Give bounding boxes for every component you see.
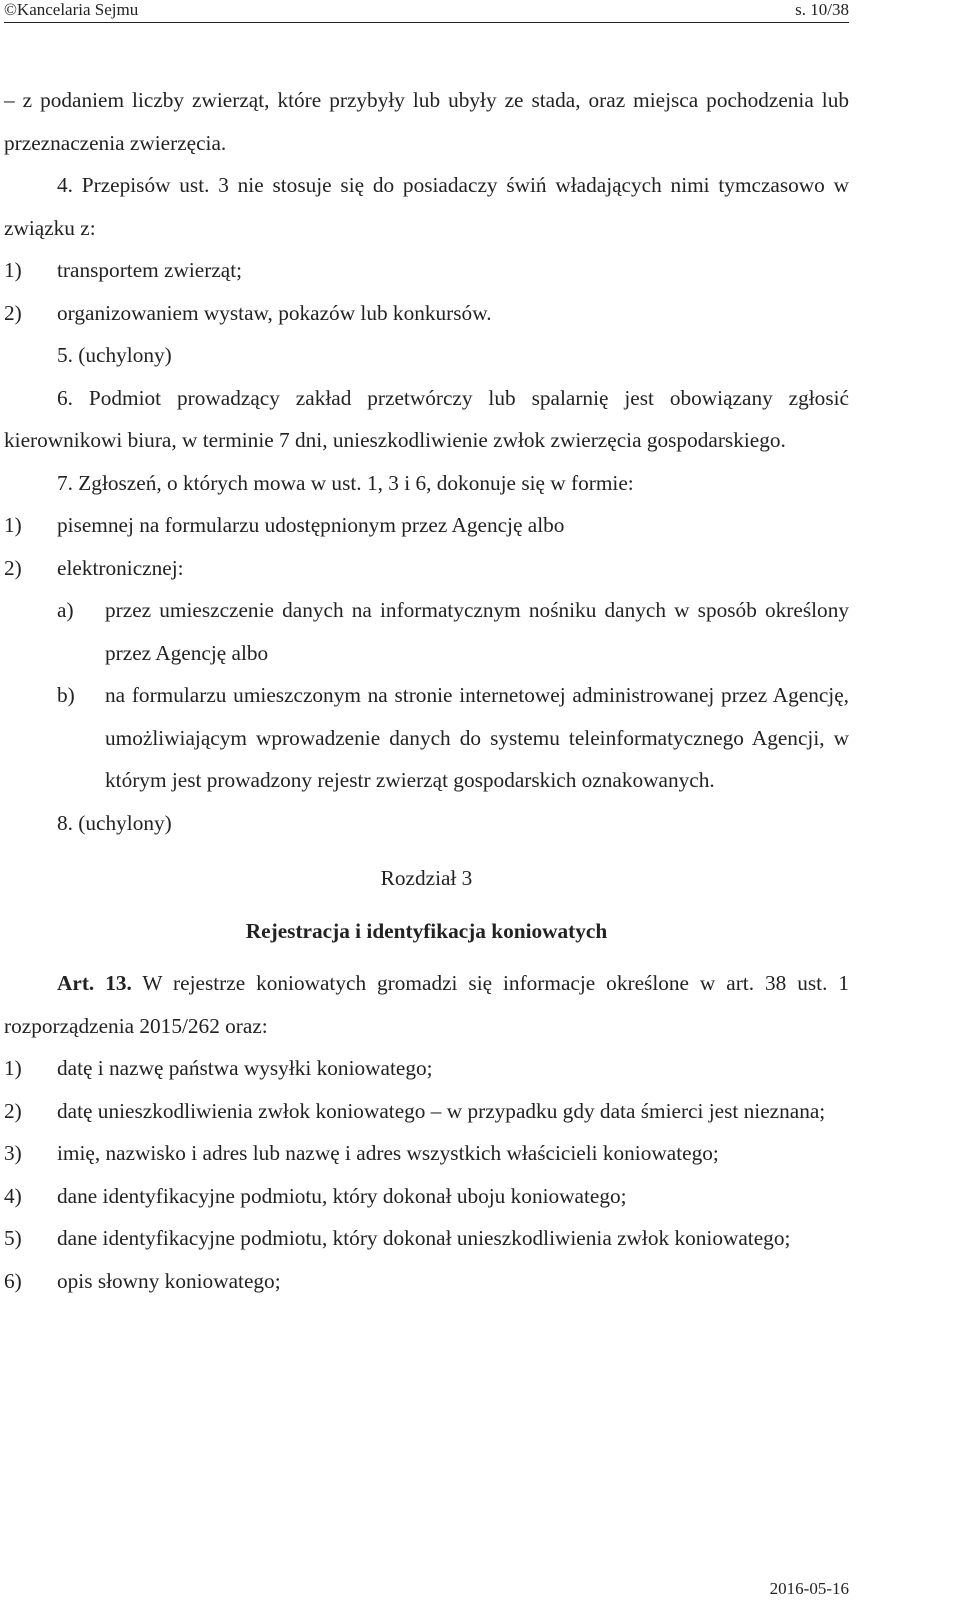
page-number: s. 10/38 — [795, 0, 849, 19]
list-item — [4, 547, 849, 590]
paragraph-7: 7. Zgłoszeń, o których mowa w ust. 1, 3 i 6, dokonuje się w formie: — [57, 470, 634, 495]
list-item — [4, 1047, 849, 1090]
list-item — [4, 1217, 849, 1260]
sub-list-item-text: na formularzu umieszczonym na stronie internetowej administrowanej przez Agencję, umożliwiającym wprowadzenie danych do systemu teleinformatycznego Agencji, w którym jest prowadzony rejestr zwierząt gospodarskich oznakowanych. — [105, 683, 849, 792]
sub-list-item-text: przez umieszczenie danych na informatycznym nośniku danych w sposób określony przez Agencję albo — [105, 598, 849, 665]
paragraph-dash: – z podaniem liczby zwierząt, które przybyły lub ubyły ze stada, oraz miejsca pochodzenia lub przeznaczenia zwierzęcia. — [4, 88, 849, 155]
list-item — [4, 504, 849, 547]
list-item — [4, 1132, 849, 1175]
document-body — [4, 79, 849, 1302]
list-item — [4, 1090, 849, 1133]
list-item-number: 4) — [4, 1183, 22, 1208]
paragraph-4: 4. Przepisów ust. 3 nie stosuje się do posiadaczy świń władających nimi tymczasowo w związku z: — [4, 173, 849, 240]
sub-list-item-letter: b) — [57, 683, 75, 707]
article-13 — [4, 962, 849, 1047]
paragraph-6: 6. Podmiot prowadzący zakład przetwórczy lub spalarnię jest obowiązany zgłosić kierownikowi biura, w terminie 7 dni, unieszkodliwienie zwłok zwierzęcia gospodarskiego. — [4, 385, 849, 452]
list-item — [4, 1260, 849, 1303]
list-item-text: imię, nazwisko i adres lub nazwę i adres wszystkich właścicieli koniowatego; — [57, 1141, 719, 1165]
list-item-number: 1) — [4, 513, 22, 537]
page-header — [4, 0, 849, 23]
paragraph-5: 5. (uchylony) — [57, 343, 172, 367]
list-item-text: datę i nazwę państwa wysyłki koniowatego; — [57, 1056, 433, 1080]
copyright-text: ©Kancelaria Sejmu — [4, 0, 139, 19]
list-item-text: dane identyfikacyjne podmiotu, który dokonał uboju koniowatego; — [57, 1183, 627, 1208]
sub-list-item — [57, 674, 849, 802]
list-item-text: opis słowny koniowatego; — [57, 1268, 281, 1293]
list-item — [4, 249, 849, 292]
list-item-number: 2) — [4, 555, 22, 580]
sub-list-item — [57, 589, 849, 674]
list-item-number: 6) — [4, 1268, 22, 1293]
sub-list-item-letter: a) — [57, 598, 74, 622]
list-item-number: 1) — [4, 258, 22, 282]
list-item-text: elektronicznej: — [57, 555, 184, 580]
article-label: Art. 13. — [57, 971, 132, 995]
chapter-heading: Rozdział 3 — [380, 866, 473, 890]
article-text: W rejestrze koniowatych gromadzi się informacje określone w art. 38 ust. 1 rozporządzenia 2015/262 oraz: — [4, 971, 849, 1038]
list-item-text: pisemnej na formularzu udostępnionym przez Agencję albo — [57, 513, 565, 537]
list-item-number: 1) — [4, 1056, 22, 1080]
list-item-number: 2) — [4, 300, 22, 325]
chapter-title: Rejestracja i identyfikacja koniowatych — [245, 918, 608, 943]
list-item-number: 5) — [4, 1226, 22, 1250]
list-item — [4, 1175, 849, 1218]
list-item-number: 2) — [4, 1098, 22, 1123]
footer-date: 2016-05-16 — [769, 1579, 849, 1598]
list-item-text: organizowaniem wystaw, pokazów lub konkursów. — [57, 300, 492, 325]
list-item-number: 3) — [4, 1141, 22, 1165]
paragraph-8: 8. (uchylony) — [57, 810, 172, 835]
list-item-text: transportem zwierząt; — [57, 258, 243, 282]
list-item-text: datę unieszkodliwienia zwłok koniowatego – w przypadku gdy data śmierci jest nieznana; — [57, 1098, 826, 1123]
list-item — [4, 292, 849, 335]
list-item-text: dane identyfikacyjne podmiotu, który dokonał unieszkodliwienia zwłok koniowatego; — [57, 1226, 791, 1250]
